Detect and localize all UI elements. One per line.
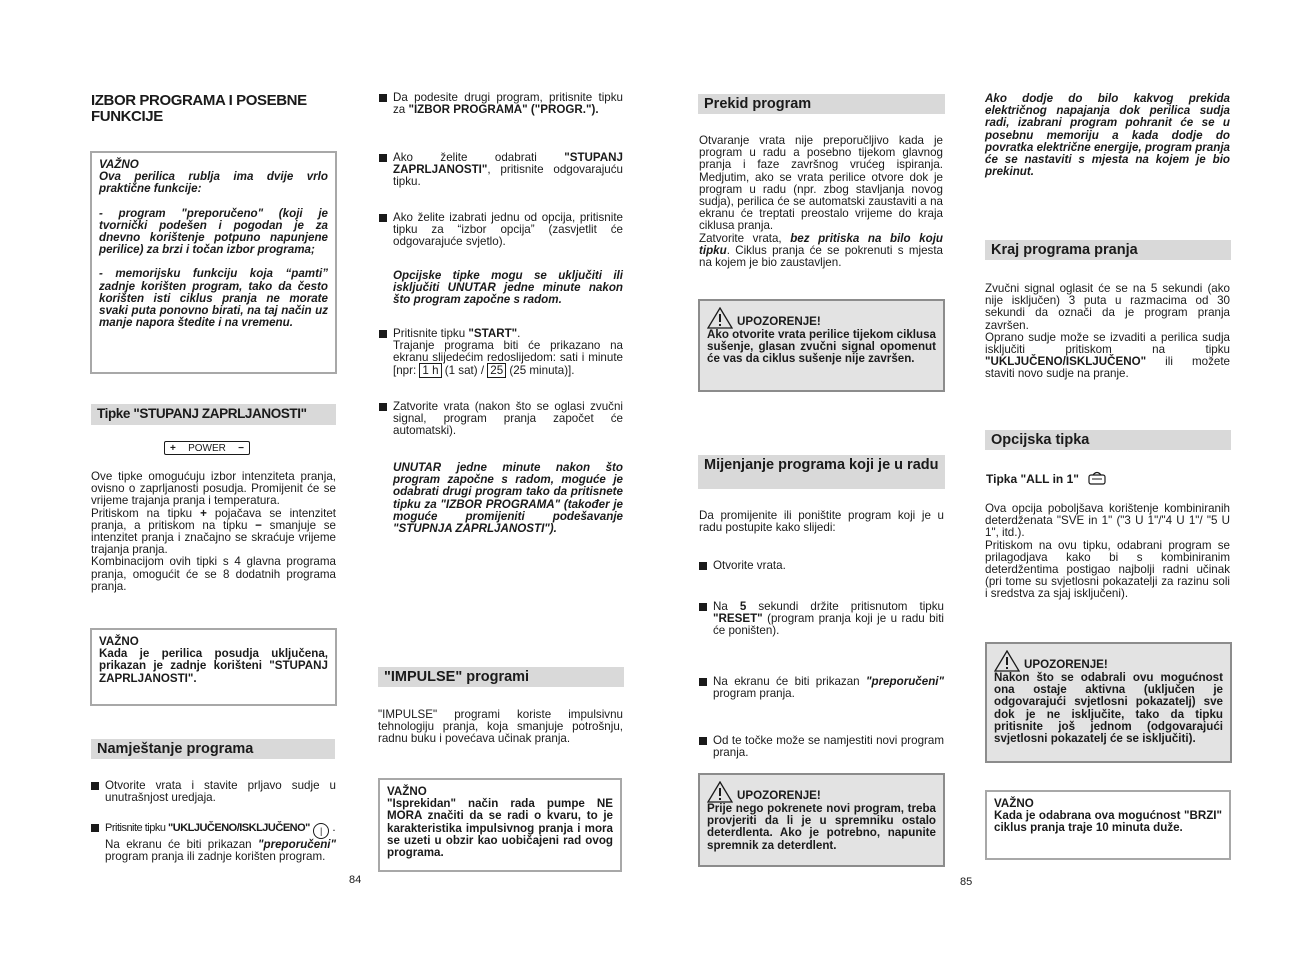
plus-icon: + <box>170 443 176 454</box>
power-icon: | <box>313 823 329 839</box>
bullet-icon <box>91 782 99 790</box>
italic-note: Ako dodje do bilo kakvog prekida električnog napajanja dok perilica sudja radi, izabrani program pohranit će se u posebnu memoriju a kada dodje do povratka električne energije, program pranja će se nastaviti s mjesta na kojem je bio prekinut. <box>985 92 1230 179</box>
section-header-impulse: "IMPULSE" programi <box>378 667 624 687</box>
note-heading: VAŽNO <box>994 797 1034 810</box>
bullet-icon <box>379 154 387 162</box>
bullet-icon <box>379 214 387 222</box>
bullet-icon <box>699 603 707 611</box>
section-header-prekid: Prekid program <box>698 94 945 114</box>
warning-heading: UPOZORENJE! <box>707 307 936 329</box>
section-header-kraj: Kraj programa pranja <box>985 240 1231 260</box>
section-header-namjestanje: Namještanje programa <box>91 739 335 759</box>
list-item: Na ekranu će biti prikazan "preporučeni" program pranja. <box>699 676 944 700</box>
note-heading: VAŽNO <box>387 785 427 798</box>
list-item: Ako želite odabrati "STUPANJ ZAPRLJANOSTI", pritisnite odgovarajuću tipku. <box>379 152 623 189</box>
section-header-mijenjanje: Mijenjanje programa koji je u radu <box>698 455 945 489</box>
tipka-label: Tipka "ALL in 1" <box>986 471 1106 486</box>
bullet-icon <box>379 94 387 102</box>
list-item: Otvorite vrata i stavite prljavo sudje u unutrašnjost uredjaja. <box>91 780 336 804</box>
kraj-description: Zvučni signal oglasit će se na 5 sekundi (ako nije isključen) 3 puta u razmacima od 30 sekundi da označi da je program pranja završen. Oprano sudje može se izvaditi a perilica sudja isključiti pritiskom na tipku "UKLJUČENO/ISKLJUČENO" ili možete staviti novo sudje na pranje. <box>985 282 1230 381</box>
warning-text: Ako otvorite vrata perilice tijekom ciklusa sušenje, glasan zvučni signal opomenut će vas da ciklus sušenje nije završen. <box>707 328 936 366</box>
section-header-opcijska: Opcijska tipka <box>985 430 1231 450</box>
important-note-box <box>90 628 337 706</box>
list-item: Od te točke može se namjestiti novi program pranja. <box>699 735 944 759</box>
stupanj-description <box>91 471 336 593</box>
list-item: Na 5 sekundi držite pritisnutom tipku "RESET" (program pranja koji je u radu biti će poništen). <box>699 601 944 638</box>
paragraph: Ove tipke omogućuju izbor intenziteta pranja, ovisno o zaprljanosti posudja. Promijenit će se vrijeme trajanja pranja i temperatura. <box>91 470 336 508</box>
warning-text: Nakon što se odabrali ovu mogućnost ona ostaje aktivna (uključen je odgovarajući svjetlosni pokazatelj) sve dok je ne isključite, tako da tipku pritisnite još jednom (odgovarajući svjetlosni pokazatelj će se isključiti). <box>994 671 1223 746</box>
display-value: 1 h <box>419 363 441 378</box>
minus-icon: − <box>238 443 244 454</box>
warning-box <box>985 642 1232 763</box>
paragraph: Kombinacijom ovih tipki s 4 glavna programa pranja, omogućit će se 8 dodatnih programa pranja. <box>91 555 336 593</box>
bullet-icon <box>379 403 387 411</box>
list-item: Da podesite drugi program, pritisnite tipku za "IZBOR PROGRAMA" ("PROGR."). <box>379 92 623 116</box>
page-number: 84 <box>349 874 362 886</box>
bullet-icon <box>699 737 707 745</box>
note-heading: VAŽNO <box>99 158 139 171</box>
paragraph: Pritiskom na tipku + pojačava se intenzitet pranja, a pritiskom na tipku − smanjuje se intenzitet pranja i značajno se skraćuje vrijeme trajanja pranja. <box>91 506 336 557</box>
important-note-box <box>985 790 1231 860</box>
warning-box <box>698 299 945 392</box>
section-title: IZBOR PROGRAMA I POSEBNE FUNKCIJE <box>91 92 307 125</box>
list-item: Pritisnite tipku "START". Trajanje programa biti će prikazano na ekranu slijedećim redoslijedom: sati i minute [npr: 1 h (1 sat) / 25 (25 minuta)]. <box>379 328 623 377</box>
list-item: Pritisnite tipku "UKLJUČENO/ISKLJUČENO" | . Na ekranu će biti prikazan "preporučeni" program pranja ili zadnje korišten program. <box>91 822 336 863</box>
prekid-description: Otvaranje vrata nije preporučljivo kada je program u radu a posebno tijekom glavnog pranja i faze završnog vrućeg ispiranja. Medjutim, ako se vrata perilice otvore dok je program u radu (npr. zbog stavljanja novog sudja), perilica će se automatski zaustaviti a na ekranu će treptati preostalo vrijeme do kraja ciklusa pranja. Zatvorite vrata, bez pritiska na bilo koju tipku. Ciklus pranja će se pokrenuti s mjesta na kojem je bio zaustavljen. <box>699 134 943 270</box>
bullet-icon <box>379 330 387 338</box>
warning-box <box>698 773 945 867</box>
warning-text: Prije nego pokrenete novi program, treba provjeriti da li je u spremniku ostalo deterdlenta. Ako je potrebno, napunite spremnik za deterdlent. <box>707 802 936 852</box>
italic-note: UNUTAR jedne minute nakon što program započne s radom, moguće je odabrati drugi program tako da pritisnete tipku za "IZBOR PROGRAMA" (također je moguće promijeniti podešavanje "STUPNJA ZAPRLJANOSTI"). <box>393 461 623 536</box>
note-text: "Isprekidan" način rada pumpe NE MORA značiti da se radi o kvaru, to je karakteristika impulsivnog pranja i mora se uzeti u obzir kao uobičajeni rad ovog programa. <box>387 797 613 860</box>
warning-icon <box>707 781 733 803</box>
list-item: Ako želite izabrati jednu od opcija, pritisnite tipku za “izbor opcija” (zasvjetlit će odgovarajuće svjetlo). <box>379 212 623 249</box>
note-heading: VAŽNO <box>99 635 139 648</box>
warning-heading: UPOZORENJE! <box>994 650 1223 672</box>
bullet-icon <box>91 824 99 832</box>
display-value: 25 <box>487 363 506 378</box>
note-text: - program "preporučeno" (koji je tvornički podešen i pogodan je za dnevno korištenje potpuno napunjene perilice) za brzi i točan izbor programa; <box>99 206 328 257</box>
warning-icon <box>707 307 733 329</box>
warning-heading: UPOZORENJE! <box>707 781 936 803</box>
note-text: Kada je perilica posudja uključena, prikazan je zadnje korišteni "STUPANJ ZAPRLJANOSTI". <box>99 647 328 685</box>
list-item: Zatvorite vrata (nakon što se oglasi zvučni signal, program pranja započet će automatski). <box>379 401 623 438</box>
section-header-stupanj: Tipke "STUPANJ ZAPRLJANOSTI" <box>91 404 336 425</box>
warning-icon <box>994 650 1020 672</box>
power-label: POWER <box>188 443 226 454</box>
opcijska-description: Ova opcija poboljšava korištenje kombiniranih deterdženata "SVE in 1" ("3 U 1"/"4 U 1"/ "5 U 1", itd.). Pritiskom na ovu tipku, odabrani program se prilagodjava kako bi s kombiniranim deterdžentima postigao najbolji radni učinak (pri tome su svjetlosni pokazatelji za razinu soli i sredstva za sjaj isključeni). <box>985 502 1230 601</box>
note-text: Kada je odabrana ova mogućnost "BRZI" ciklus pranja traje 10 minuta duže. <box>994 809 1222 835</box>
impulse-description: "IMPULSE" programi koriste impulsivnu tehnologiju pranja, koja smanjuje potrošnju, radnu buku i povećava učinak pranja. <box>378 708 623 746</box>
note-text: - memorijsku funkciju koja “pamti” zadnje korišten program, tako da često korišten isti ciklus pranja ne morate svaki puta ponovno birati, na taj način uz manje napora štedite i na vremenu. <box>99 267 328 330</box>
note-text: Ova perilica rublja ima dvije vrlo praktične funkcije: <box>99 170 328 196</box>
list-item: Otvorite vrata. <box>699 560 944 572</box>
page-number: 85 <box>960 876 973 888</box>
bullet-icon <box>699 562 707 570</box>
all-in-one-icon <box>1088 471 1106 485</box>
important-note-box <box>90 151 337 374</box>
italic-note: Opcijske tipke mogu se uključiti ili isključiti UNUTAR jedne minute nakon što program započne s radom. <box>393 269 623 307</box>
power-button[interactable] <box>164 441 250 455</box>
important-note-box <box>378 778 622 872</box>
bullet-icon <box>699 678 707 686</box>
mijenjanje-description: Da promijenite ili poništite program koji je u radu postupite kako slijedi: <box>699 509 944 535</box>
